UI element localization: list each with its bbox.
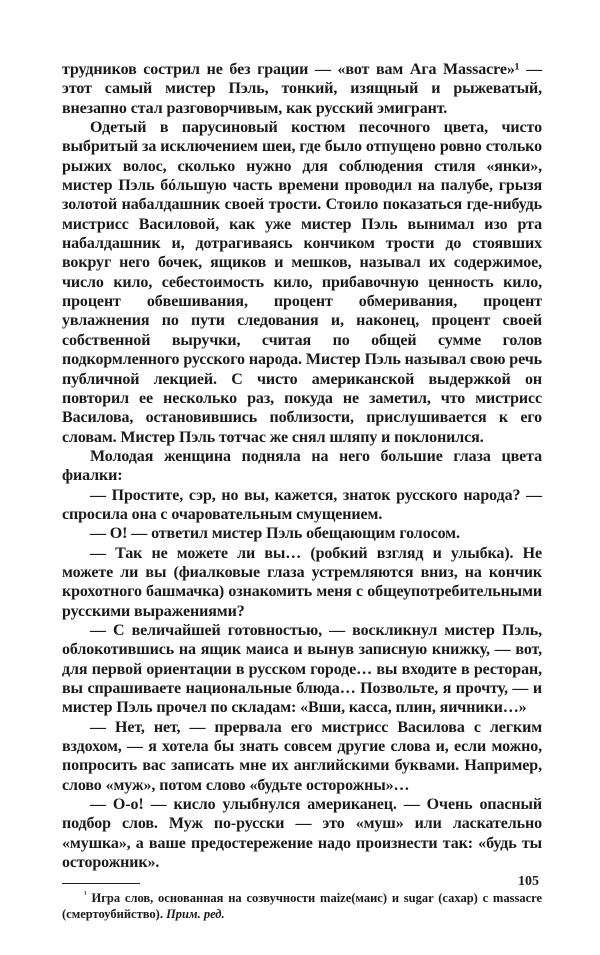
dialogue-4: — С величайшей готовностью, — воскликнул мистер Пэль, облокотившись на ящик маиса и вынув записную книжку, — вот, для первой ориентации в русском городе… вы входите в ресторан, вы спрашиваете национальные блюда… Позвольте, я прочту, — и мистер Пэль прочел по складам: «Вши, касса, плин, яичники…» [62, 621, 542, 717]
paragraph-3: Молодая женщина подняла на него большие глаза цвета фиалки: [62, 447, 542, 485]
footnote [62, 890, 542, 922]
dialogue-2: — О! — ответил мистер Пэль обещающим голосом. [90, 525, 460, 543]
page-number: 105 [518, 874, 539, 889]
footnote-divider [62, 883, 140, 884]
dialogue-3: — Так не можете ли вы… (робкий взгляд и улыбка). Не можете ли вы (фиалковые глаза устремляются вниз, на кончик крохотного башмачка) ознакомить меня с общеупотребительными русскими выражениями? [62, 544, 542, 620]
dialogue-1: — Простите, сэр, но вы, кажется, знаток русского народа? — спросила она с очаровательным смущением. [62, 486, 542, 523]
book-page [62, 60, 542, 922]
paragraph-2: Одетый в парусиновый костюм песочного цвета, чисто выбритый за исключением шеи, где было отпущено ровно столько рыжих волос, сколько нужно для соблюдения стиля «янки», мистер Пэль бóльшую часть времени проводил на палубе, грызя золотой набалдашник своей трости. Стоило показаться где-нибудь мистрисс Василовой, как уже мистер Пэль вынимал изо рта набалдашник и, дотрагиваясь кончиком трости до стоявших вокруг него бочек, ящиков и мешков, называл их содержимое, число кило, себестоимость кило, прибавочную ценность кило, процент обвешивания, процент обмеривания, процент увлажнения по пути следования и, наконец, процент своей собственной выручки, считая по общей сумме голов подкормленного русского народа. Мистер Пэль называл свою речь публичной лекцией. С чисто американской выдержкой он повторил ее несколько раз, покуда не заметил, что мистрисс Василова, остановившись поблизости, прислушивается к его словам. Мистер Пэль тотчас же снял шляпу и поклонился. [62, 119, 542, 446]
dialogue-6: — О-о! — кисло улыбнулся американец. — Очень опасный подбор слов. Муж по-русски — это «муш» или ласкательно «мушка», а ваше предостережение надо произнести так: «будь ты осторожник». [62, 796, 542, 872]
footnote-marker: ¹ [84, 889, 87, 900]
paragraph-1: трудников сострил не без грации — «вот вам Ага Massacre»¹ — этот самый мистер Пэль, тонкий, изящный и рыжеватый, внезапно стал разговорчивым, как русский эмигрант. [62, 61, 542, 117]
body-text [62, 60, 542, 872]
dialogue-5: — Нет, нет, — прервала его мистрисс Василова с легким вздохом, — я хотела бы знать совсем другие слова и, если можно, попросить вас записать мне их английскими буквами. Например, слово «муж», потом слово «будьте осторожны»… [62, 718, 542, 794]
footnote-text: Игра слов, основанная на созвучности maize(маис) и sugar (сахар) с massacre (смертоубийство). [62, 891, 542, 922]
editor-note: Прим. ред. [166, 907, 225, 922]
